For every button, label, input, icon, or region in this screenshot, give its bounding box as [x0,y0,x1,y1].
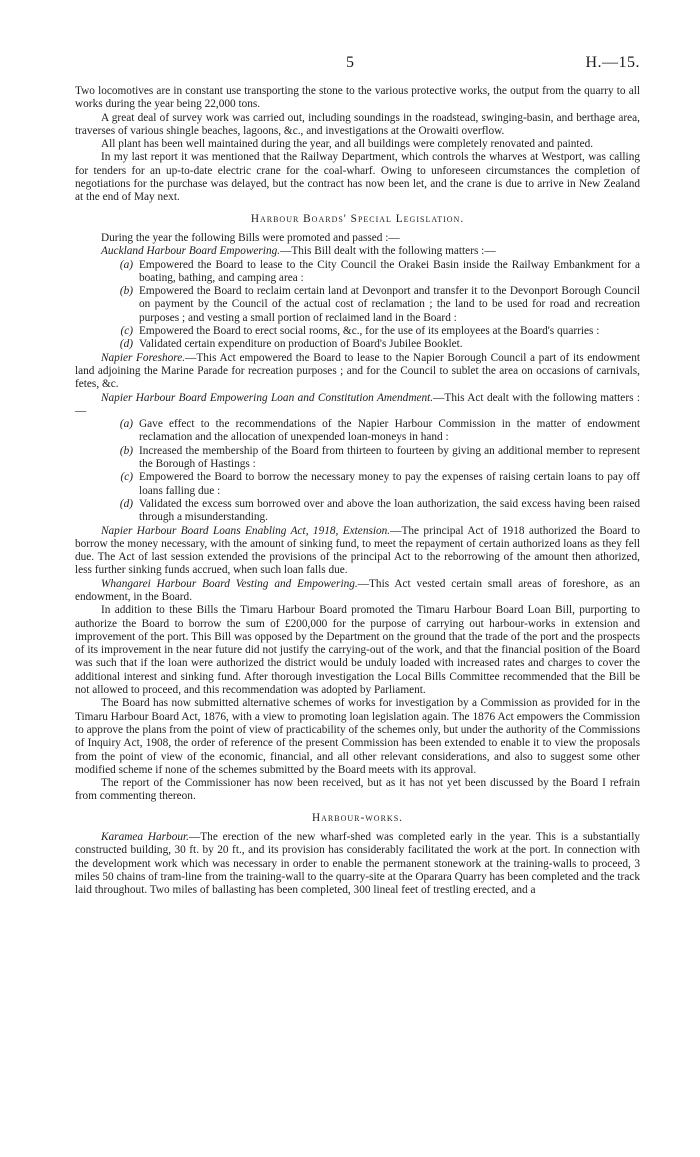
page-number: 5 [346,54,354,71]
bill-title: Napier Harbour Board Loans Enabling Act, 1918, Extension. [101,524,391,537]
paragraph [75,831,640,897]
document-body [75,85,640,898]
paragraph: During the year the following Bills were promoted and passed :— [101,231,400,244]
section-heading: Harbour Boards' Special Legislation. [250,212,465,225]
list-item: (c) Empowered the Board to borrow the necessary money to pay the expenses of raising certain loans to pay off loans falling due : [120,471,640,497]
bill-title: Whangarei Harbour Board Vesting and Empowering. [101,577,358,590]
page-header [0,56,700,76]
bill-title: Auckland Harbour Board Empowering. [101,245,281,258]
harbour-text: —The erection of the new wharf-shed was completed early in the year. This is a substantially constructed building, 30 ft. by 20 ft., and its provision has considerably facilitated the work at the port. In connection with the development work which was necessary in order to enable the permanent stonework at the training-walls to proceed, 3 miles 50 chains of tram-line from the training-wall to the quarry-site at the Oparara Quarry has been completed and the track laid throughout. Two miles of ballasting has been completed, 300 lineal feet of trestling erected, and a [75,831,640,897]
document-reference: H.—15. [585,54,640,71]
bill-text: —This Act dealt with the following matters :— [75,391,640,417]
bill-text: —This Act empowered the Board to lease to the Napier Borough Council a part of its endowment land adjoining the Marine Parade for recreation purposes ; and for the Council to sublet the area on occasions of carnivals, fetes, &c. [75,351,640,391]
bill-text: —The principal Act of 1918 authorized the Board to borrow the money necessary, with the amount of sinking fund, to meet the repayment of certain authorized loans as they fell due. The Act of last session extended the provisions of the principal Act to the reborrowing of the amount then athorized, less further sinking funds accrued, when such loan falls due. [75,524,641,577]
list-item: (b) Empowered the Board to reclaim certain land at Devonport and transfer it to the Devonport Borough Council on payment by the Council of the actual cost of reclamation ; the land to be used for road and recreation purposes ; and vesting a small portion of reclaimed land in the Board : [119,285,640,324]
list-item: (c) Empowered the Board to erect social rooms, &c., for the use of its employees at the Board's quarries : [120,325,600,338]
bill-text: —This Bill dealt with the following matters :— [280,245,496,258]
paragraph [75,525,640,578]
list-item: (a) Gave effect to the recommendations of the Napier Harbour Commission in the matter of endowment reclamation and the allocation of unexpended loan-moneys in hand : [119,418,640,444]
paragraph [75,352,640,392]
paragraph: The report of the Commissioner has now been received, but as it has not yet been discussed by the Board I refrain from commenting thereon. [75,777,640,803]
list [89,418,640,524]
bill-title: Napier Harbour Board Empowering Loan and Constitution Amendment. [101,391,434,404]
paragraph: A great deal of survey work was carried out, including soundings in the roadstead, swinging-basin, and berthage area, traverses of various shingle beaches, lagoons, &c., and investigations at the Orowaiti overflow. [75,111,640,137]
paragraph [75,245,640,258]
list [89,259,640,352]
paragraph [75,392,640,419]
paragraph: In my last report it was mentioned that the Railway Department, which controls the wharves at Westport, was calling for tenders for an up-to-date electric crane for the coal-wharf. Owing to unforeseen circumstances the completion of negotiations for the purchase was delayed, but the contract has now been let, and the crane is due to arrive in New Zealand at the end of May next. [75,151,640,204]
section-heading: Harbour-works. [312,811,403,824]
bill-text: —This Act vested certain small areas of foreshore, as an endowment, in the Board. [75,577,640,603]
paragraph: In addition to these Bills the Timaru Harbour Board promoted the Timaru Harbour Board Loan Bill, purporting to authorize the Board to borrow the sum of £200,000 for the purpose of carrying out harbour-works in extension and improvement of the port. This Bill was opposed by the Department on the ground that the trade of the port and the prospects of its improvement in the near future did not justify the carrying-out of the work, and that the financial position of the Board was such that if the loan were authorized the district would be unduly loaded with increased rates and charges to cover the additional interest and sinking fund. After thorough investigation the Local Bills Committee recommended that the Bill be not allowed to proceed, and this recommendation was adopted by Parliament. [75,604,640,697]
list-item: (d) Validated certain expenditure on production of Board's Jubilee Booklet. [119,338,463,351]
paragraph: Two locomotives are in constant use transporting the stone to the various protective works, the output from the quarry to all works during the year being 22,000 tons. [75,85,640,111]
paragraph: The Board has now submitted alternative schemes of works for investigation by a Commission as provided for in the Timaru Harbour Board Act, 1876, with a view to promoting loan legislation again. The 1876 Act empowers the Commission to approve the plans from the point of view of practicability of the schemes only, but under the authority of the Commissions of Inquiry Act, 1908, the order of reference of the present Commission has been extended to enable it to view the proposals from the point of view of the economic, financial, and all other relevant considerations, and also to suggest some other modified scheme if none of the schemes submitted by the Board meets with its approval. [75,697,640,776]
paragraph [75,578,640,605]
list-item: (b) Increased the membership of the Board from thirteen to fourteen by giving an additional member to represent the Borough of Hastings : [119,444,640,471]
list-item: (d) Validated the excess sum borrowed over and above the loan authorization, the said excess having been raised through a misunderstanding. [119,497,640,524]
list-item: (a) Empowered the Board to lease to the City Council the Orakei Basin inside the Railway Embankment for a boating, bathing, and camping area : [119,258,640,284]
bill-title: Napier Foreshore. [101,351,186,364]
harbour-title: Karamea Harbour. [101,831,189,844]
paragraph: All plant has been well maintained during the year, and all buildings were completely renovated and painted. [101,138,594,151]
